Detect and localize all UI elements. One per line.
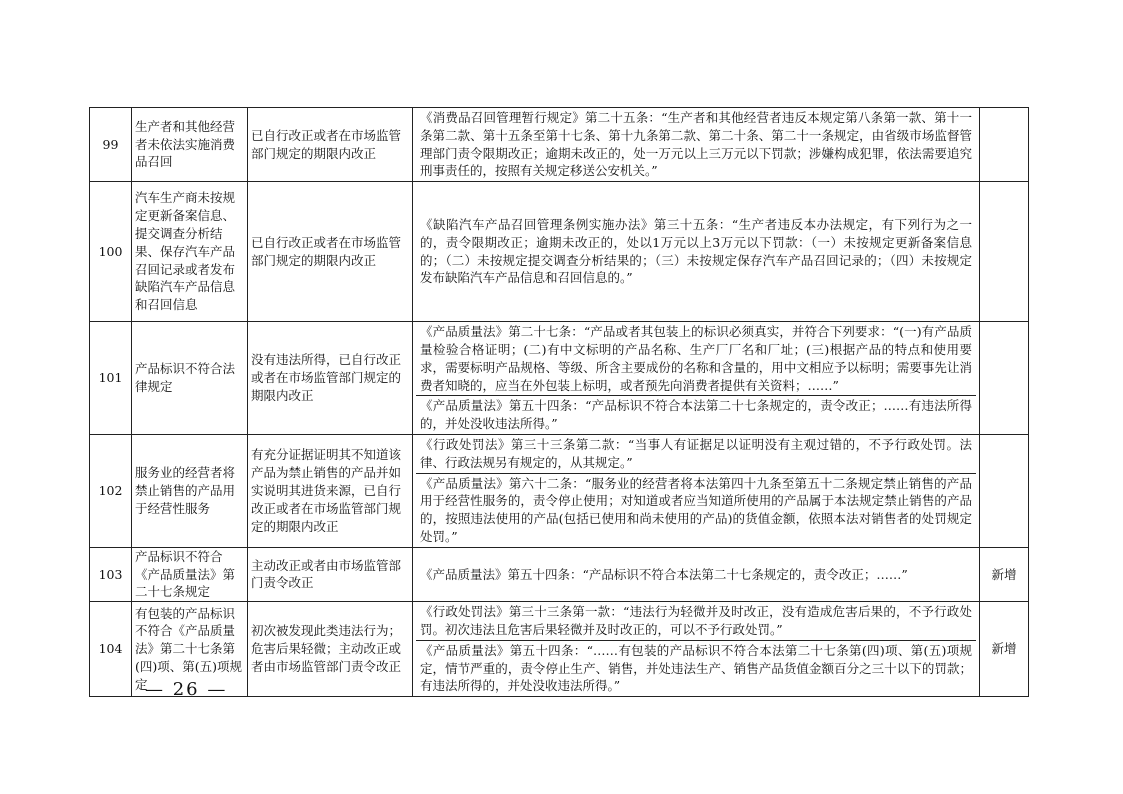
- legal-basis: [413, 547, 980, 601]
- legal-basis-text: 《产品质量法》第六十二条：“服务业的经营者将本法第四十九条至第五十二条规定禁止销售的产品用于经营性服务的，责令停止使用；对知道或者应当知道所使用的产品属于本法规定禁止销售的产品的，按照违法使用的产品(包括已使用和尚未使用的产品)的货值金额，依照本法对销售者的处罚规定处罚。”: [416, 473, 976, 547]
- legal-basis: [413, 182, 980, 322]
- page-number: — 26 —: [145, 679, 228, 700]
- legal-basis-text: 《产品质量法》第二十七条：“产品或者其包装上的标识必须真实，并符合下列要求：“(一)有产品质量检验合格证明；(二)有中文标明的产品名称、生产厂厂名和厂址；(三)根据产品的特点和使用要求，需要标明产品规格、等级、所含主要成份的名称和含量的，用中文相应予以标明；需要事先让消费者知晓的，应当在外包装上标明，或者预先向消费者提供有关资料；……”: [420, 324, 972, 393]
- exemption-condition: 初次被发现此类违法行为；危害后果轻微；主动改正或者由市场监管部门责令改正: [248, 602, 413, 697]
- violation-item: 产品标识不符合《产品质量法》第二十七条规定: [132, 547, 248, 601]
- remark: [980, 434, 1029, 547]
- table-row: [90, 182, 1029, 322]
- row-number: 101: [90, 322, 132, 435]
- legal-basis-text: 《产品质量法》第五十四条：“产品标识不符合本法第二十七条规定的，责令改正；……”: [420, 566, 908, 582]
- row-number: 102: [90, 434, 132, 547]
- legal-basis: [413, 322, 980, 435]
- row-number: 103: [90, 547, 132, 601]
- violation-item: 汽车生产商未按规定更新备案信息、提交调查分析结果、保存汽车产品召回记录或者发布缺陷汽车产品信息和召回信息: [132, 182, 248, 322]
- violation-item: 产品标识不符合法律规定: [132, 322, 248, 435]
- exemption-condition: 已自行改正或者在市场监管部门规定的期限内改正: [248, 108, 413, 182]
- table-row: [90, 602, 1029, 697]
- legal-basis-text: 《缺陷汽车产品召回管理条例实施办法》第三十五条：“生产者违反本办法规定，有下列行为之一的，责令限期改正；逾期未改正的，处以1万元以上3万元以下罚款：（一）未按规定更新备案信息的；（二）未按规定提交调查分析结果的；（三）未按规定保存汽车产品召回记录的；（四）未按规定发布缺陷汽车产品信息和召回信息的。”: [420, 217, 972, 286]
- violation-item: 服务业的经营者将禁止销售的产品用于经营性服务: [132, 434, 248, 547]
- legal-basis-text: 《消费品召回管理暂行规定》第二十五条：“生产者和其他经营者违反本规定第八条第一款、第十一条第二款、第十五条至第十七条、第十九条第二款、第二十条、第二十一条规定，由省级市场监督管理部门责令限期改正；逾期未改正的，处一万元以上三万元以下罚款；涉嫌构成犯罪，依法需要追究刑事责任的，按照有关规定移送公安机关。”: [420, 110, 972, 179]
- violation-item: 有包装的产品标识不符合《产品质量法》第二十七条第(四)项、第(五)项规定: [132, 602, 248, 697]
- legal-basis-text: 《产品质量法》第五十四条：“……有包装的产品标识不符合本法第二十七条第(四)项、第(五)项规定，情节严重的，责令停止生产、销售，并处违法生产、销售产品货值金额百分之三十以下的罚款；有违法所得的，并处没收违法所得。”: [416, 640, 976, 696]
- exemption-condition: 已自行改正或者在市场监管部门规定的期限内改正: [248, 182, 413, 322]
- row-number: 104: [90, 602, 132, 697]
- legal-basis: [413, 108, 980, 182]
- legal-basis: [413, 434, 980, 547]
- exemption-condition: 主动改正或者由市场监管部门责令改正: [248, 547, 413, 601]
- row-number: 99: [90, 108, 132, 182]
- legal-basis-text: 《行政处罚法》第三十三条第一款：“违法行为轻微并及时改正，没有造成危害后果的，不予行政处罚。初次违法且危害后果轻微并及时改正的，可以不予行政处罚。”: [420, 604, 972, 637]
- table-row: [90, 434, 1029, 547]
- table-row: [90, 547, 1029, 601]
- legal-basis: [413, 602, 980, 697]
- remark: [980, 182, 1029, 322]
- exemption-condition: 有充分证据证明其不知道该产品为禁止销售的产品并如实说明其进货来源，已自行改正或者在市场监管部门规定的期限内改正: [248, 434, 413, 547]
- row-number: 100: [90, 182, 132, 322]
- table-row: [90, 322, 1029, 435]
- legal-basis-text: 《行政处罚法》第三十三条第二款：“当事人有证据足以证明没有主观过错的，不予行政处罚。法律、行政法规另有规定的，从其规定。”: [420, 436, 972, 470]
- legal-basis-text: 《产品质量法》第五十四条：“产品标识不符合本法第二十七条规定的，责令改正；……有违法所得的，并处没收违法所得。”: [416, 395, 976, 434]
- remark: [980, 322, 1029, 435]
- table-row: [90, 108, 1029, 182]
- remark: 新增: [980, 602, 1029, 697]
- remark: [980, 108, 1029, 182]
- remark: 新增: [980, 547, 1029, 601]
- violation-item: 生产者和其他经营者未依法实施消费品召回: [132, 108, 248, 182]
- exemption-condition: 没有违法所得，已自行改正或者在市场监管部门规定的期限内改正: [248, 322, 413, 435]
- rules-table: [89, 107, 1029, 697]
